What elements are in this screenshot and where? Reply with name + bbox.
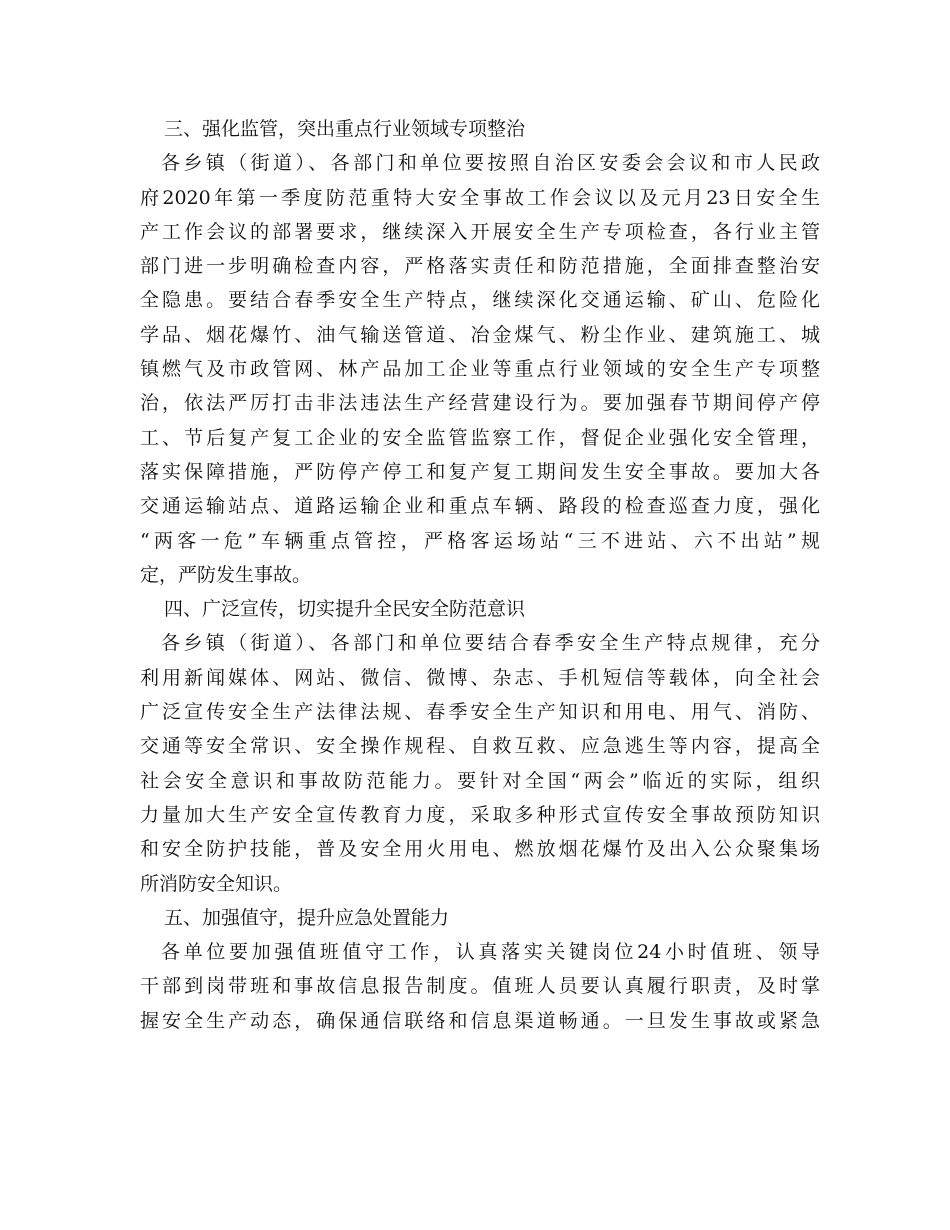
paragraph-line: 产工作会议的部署要求，继续深入开展安全生产专项检查，各行业主管 xyxy=(140,220,820,243)
paragraph-line: 干部到岗带班和事故信息报告制度。值班人员要认真履行职责，及时掌 xyxy=(140,975,820,998)
document-page xyxy=(140,112,820,1038)
paragraph-line: 学品、烟花爆竹、油气输送管道、冶金煤气、粉尘作业、建筑施工、城 xyxy=(140,323,820,346)
section-heading-4: 四、广泛宣传，切实提升全民安全防范意识 xyxy=(164,598,526,621)
paragraph-line: 各乡镇（街道）、各部门和单位要按照自治区安委会会议和市人民政 xyxy=(161,152,820,175)
paragraph-line: “两客一危”车辆重点管控，严格客运场站“三不进站、六不出站”规 xyxy=(140,529,820,552)
paragraph-line: 交通运输站点、道路运输企业和重点车辆、路段的检查巡查力度，强化 xyxy=(140,495,820,518)
paragraph-line: 治，依法严厉打击非法违法生产经营建设行为。要加强春节期间停产停 xyxy=(140,392,820,415)
paragraph-line: 镇燃气及市政管网、林产品加工企业等重点行业领域的安全生产专项整 xyxy=(140,358,820,381)
paragraph-line: 定，严防发生事故。 xyxy=(140,563,312,586)
section-paragraph-3 xyxy=(140,146,820,592)
paragraph-line: 广泛宣传安全生产法律法规、春季安全生产知识和用电、用气、消防、 xyxy=(140,701,820,724)
paragraph-line: 工、节后复产复工企业的安全监管监察工作，督促企业强化安全管理， xyxy=(140,426,820,449)
paragraph-line: 全隐患。要结合春季安全生产特点，继续深化交通运输、矿山、危险化 xyxy=(140,289,820,312)
paragraph-line: 府2020年第一季度防范重特大安全事故工作会议以及元月23日安全生 xyxy=(140,186,820,209)
paragraph-line: 交通等安全常识、安全操作规程、自救互救、应急逃生等内容，提高全 xyxy=(140,735,820,758)
paragraph-line: 力量加大生产安全宣传教育力度，采取多种形式宣传安全事故预防知识 xyxy=(140,803,820,826)
paragraph-line: 和安全防护技能，普及安全用火用电、燃放烟花爆竹及出入公众聚集场 xyxy=(140,838,820,861)
section-heading-5: 五、加强值守，提升应急处置能力 xyxy=(164,906,450,929)
paragraph-line: 各乡镇（街道）、各部门和单位要结合春季安全生产特点规律，充分 xyxy=(161,632,820,655)
paragraph-line: 社会安全意识和事故防范能力。要针对全国“两会”临近的实际，组织 xyxy=(140,769,820,792)
paragraph-line: 各单位要加强值班值守工作，认真落实关键岗位24小时值班、领导 xyxy=(161,941,820,964)
section-paragraph-5 xyxy=(140,935,820,1038)
section-paragraph-4 xyxy=(140,626,820,900)
paragraph-line: 落实保障措施，严防停产停工和复产复工期间发生安全事故。要加大各 xyxy=(140,460,820,483)
paragraph-line: 握安全生产动态，确保通信联络和信息渠道畅通。一旦发生事故或紧急 xyxy=(140,1009,820,1032)
paragraph-line: 部门进一步明确检查内容，严格落实责任和防范措施，全面排查整治安 xyxy=(140,255,820,278)
paragraph-line: 利用新闻媒体、网站、微信、微博、杂志、手机短信等载体，向全社会 xyxy=(140,666,820,689)
section-heading-3: 三、强化监管，突出重点行业领域专项整治 xyxy=(164,118,526,140)
paragraph-line: 所消防安全知识。 xyxy=(140,872,293,895)
